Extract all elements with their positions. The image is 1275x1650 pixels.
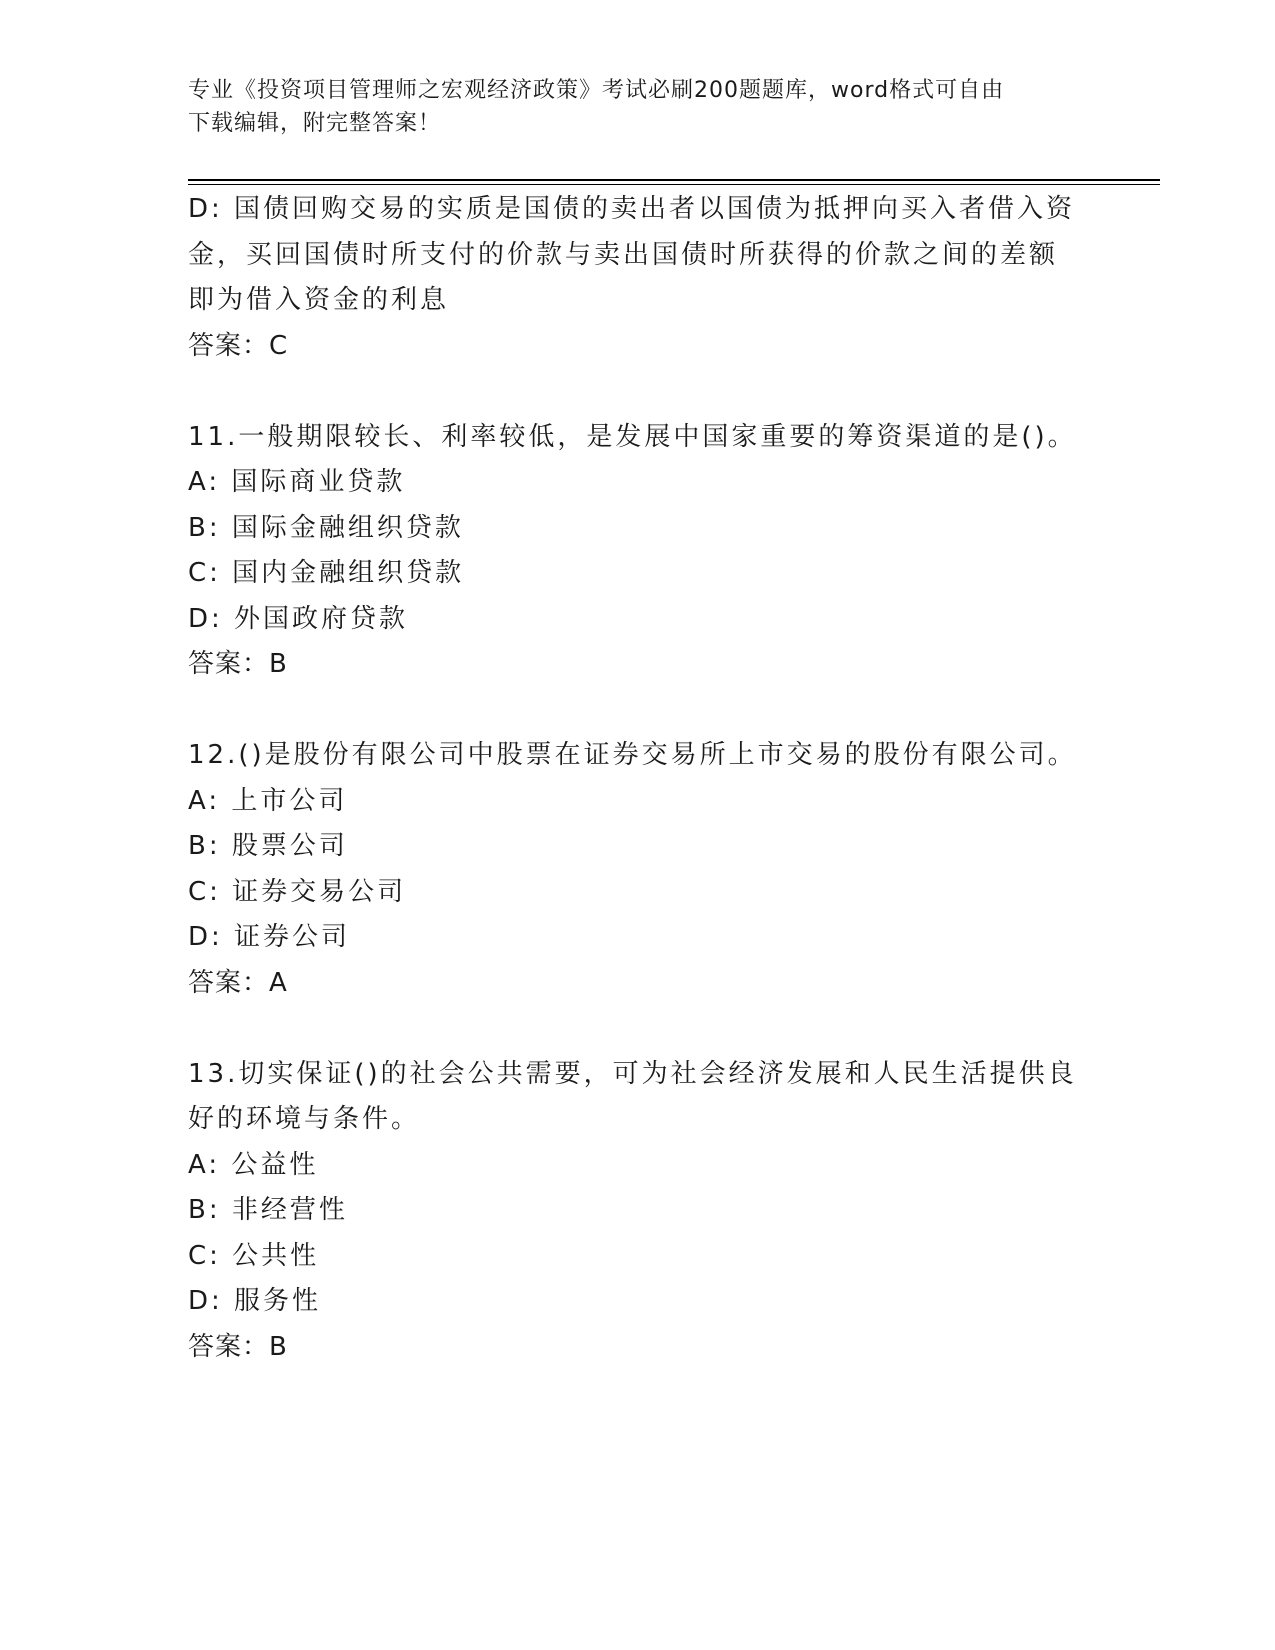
- header-line-1: 专业《投资项目管理师之宏观经济政策》考试必刷200题题库，word格式可自由: [188, 78, 1005, 103]
- document-header: [188, 74, 1088, 140]
- option-d-line-1: D: 国债回购交易的实质是国债的卖出者以国债为抵押向买入者借入资: [188, 194, 1076, 224]
- option-c: C: 公共性: [188, 1240, 320, 1271]
- question-text-line-2: 好的环境与条件。: [188, 1104, 421, 1134]
- answer: 答案：B: [188, 649, 288, 679]
- option-d: D: 证券公司: [188, 922, 351, 952]
- option-a: A: 上市公司: [188, 785, 348, 816]
- question-text-line-1: 13.切实保证()的社会公共需要，可为社会经济发展和人民生活提供良: [188, 1058, 1077, 1089]
- question-text: 12.()是股份有限公司中股票在证券交易所上市交易的股份有限公司。: [188, 740, 1077, 770]
- answer: 答案：B: [188, 1331, 288, 1362]
- question-13: [188, 1052, 1088, 1371]
- question-spacer: [188, 1006, 1088, 1052]
- option-a: A: 公益性: [188, 1149, 319, 1180]
- option-b: B: 股票公司: [188, 831, 348, 861]
- question-spacer: [188, 369, 1088, 415]
- header-divider-thick: [188, 179, 1160, 181]
- question-spacer: [188, 688, 1088, 734]
- option-c: C: 证券交易公司: [188, 876, 407, 907]
- option-c: C: 国内金融组织贷款: [188, 558, 465, 588]
- option-d-line-3: 即为借入资金的利息: [188, 285, 450, 315]
- header-line-2: 下载编辑，附完整答案！: [188, 111, 442, 136]
- option-d: D: 服务性: [188, 1286, 322, 1316]
- option-d: D: 外国政府贷款: [188, 603, 409, 634]
- answer: 答案：A: [188, 967, 288, 998]
- continued-question: [188, 187, 1088, 369]
- option-b: B: 国际金融组织贷款: [188, 512, 464, 543]
- option-b: B: 非经营性: [188, 1195, 348, 1225]
- answer: 答案：C: [188, 330, 289, 361]
- document-body: [188, 187, 1088, 1370]
- question-12: [188, 733, 1088, 1006]
- question-text: 11.一般期限较长、利率较低，是发展中国家重要的筹资渠道的是()。: [188, 421, 1077, 452]
- option-a: A: 国际商业贷款: [188, 467, 406, 497]
- header-divider-thin: [188, 184, 1160, 185]
- option-d-line-2: 金，买回国债时所支付的价款与卖出国债时所获得的价款之间的差额: [188, 239, 1059, 270]
- question-11: [188, 415, 1088, 688]
